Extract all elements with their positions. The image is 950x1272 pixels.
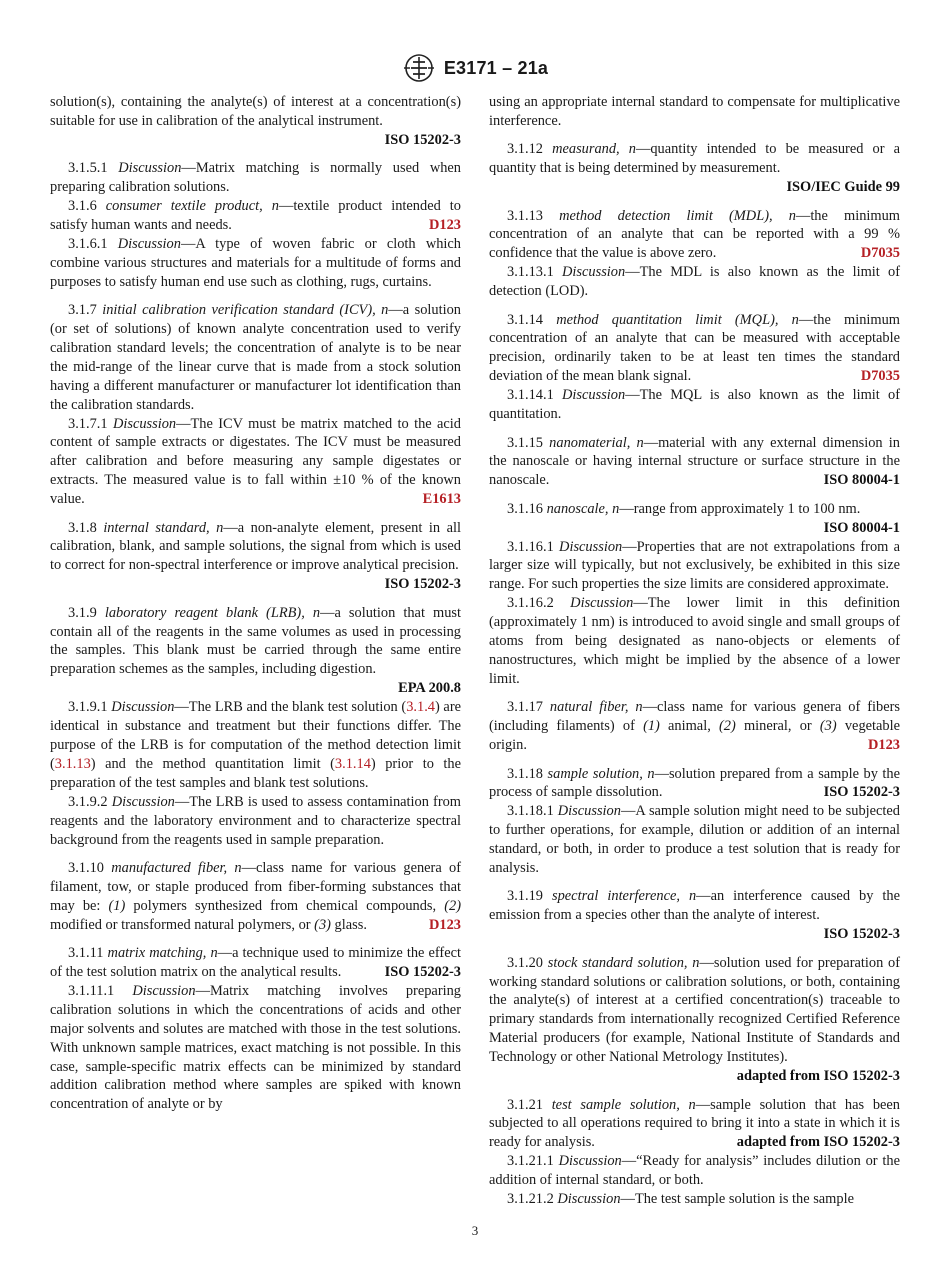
source-reference: adapted from ISO 15202-3 xyxy=(736,1134,900,1151)
italic-term: test sample solution, n xyxy=(551,1096,696,1113)
source-reference: ISO 15202-3 xyxy=(384,131,461,148)
text-run: 3.1.7 xyxy=(68,302,103,319)
text-run: 3.1.19 xyxy=(507,888,552,905)
paragraph xyxy=(489,434,900,491)
text-run: —“Ready for analysis” includes dilution or the addition of internal standard, or both. xyxy=(489,1153,900,1189)
italic-term: consumer textile product, n xyxy=(105,198,279,215)
source-reference[interactable]: D7035 xyxy=(860,245,900,262)
paragraph xyxy=(489,207,900,264)
paragraph xyxy=(50,793,461,850)
text-run: —A sample solution might need to be subjected to further operations, for example, dilution or addition of an internal standard, or both, in order to produce a test solution that is ready for analysis. xyxy=(489,803,900,877)
text-run: —the minimum concentration of an analyte that can be measured with acceptable precision, ordinarily taken to be at least ten times the standard deviation of the mean blank signal. xyxy=(489,311,900,385)
paragraph xyxy=(50,197,461,235)
text-run: polymers synthesized from chemical compounds, xyxy=(125,897,445,914)
page-number: 3 xyxy=(471,1223,479,1238)
text-run: 3.1.13.1 xyxy=(507,264,563,281)
text-run: —range from approximately 1 to 100 nm. xyxy=(619,500,861,517)
paragraph xyxy=(50,944,461,982)
paragraph xyxy=(489,538,900,595)
italic-term: Discussion xyxy=(111,793,175,810)
source-reference: ISO 15202-3 xyxy=(823,926,900,943)
standard-designation: E3171 – 21a xyxy=(443,57,549,78)
paragraph xyxy=(489,698,900,755)
italic-term: method quantitation limit (MQL), n xyxy=(556,311,799,328)
text-run: —a non-analyte element, present in all calibration, blank, and sample solutions, the signal from which is used to correct for non-spectral interference or improve analytical precision. xyxy=(50,519,461,574)
paragraph xyxy=(50,859,461,935)
text-run: —solution used for preparation of working standard solutions or calibration solutions, or both, containing the analyte(s) of interest at a certified concentration(s) traceable to primary standards from internationally recognized Certified Reference Material producers (for example, National Institute of Standards and Technology or other National Metrology Institutes). xyxy=(489,954,901,1066)
italic-term: (2) xyxy=(718,718,736,735)
text-run: —The test sample solution is the sample xyxy=(620,1191,854,1208)
text-run: 3.1.18.1 xyxy=(507,803,558,820)
source-reference[interactable]: D7035 xyxy=(860,368,900,385)
italic-term: (1) xyxy=(108,897,126,914)
text-run: 3.1.21.1 xyxy=(507,1153,559,1170)
text-run: 3.1.17 xyxy=(507,699,550,716)
italic-term: Discussion xyxy=(111,699,175,716)
paragraph xyxy=(489,500,900,538)
text-run: —quantity intended to be measured or a quantity that is being determined by measurement. xyxy=(489,141,900,177)
italic-term: Discussion xyxy=(132,982,196,999)
paragraph xyxy=(50,93,461,150)
text-run: 3.1.13 xyxy=(507,207,560,224)
text-run: solution(s), containing the analyte(s) of interest at a concentration(s) suitable for use in calibration of the analytical instrument. xyxy=(50,94,461,129)
text-run: 3.1.6.1 xyxy=(68,235,118,252)
text-run: —The MDL is also known as the limit of detection (LOD). xyxy=(489,264,900,300)
paragraph xyxy=(489,765,900,803)
text-run: 3.1.18 xyxy=(507,765,548,782)
text-run: —solution prepared from a sample by the process of sample dissolution. xyxy=(489,765,901,801)
italic-term: (3) xyxy=(314,916,331,933)
text-run: 3.1.21 xyxy=(507,1096,552,1113)
text-run: —The lower limit in this definition (approximately 1 nm) is introduced to avoid single and small groups of atoms from being designated as nano-objects or elements of nanostructures, which might be implied by the absence of a lower limit. xyxy=(489,595,900,687)
italic-term: method detection limit (MDL), n xyxy=(559,207,796,224)
italic-term: matrix matching, n xyxy=(107,945,218,962)
text-run: 3.1.11 xyxy=(68,945,108,962)
italic-term: (2) xyxy=(444,897,461,914)
text-run: —The LRB and the blank test solution ( xyxy=(174,699,407,716)
paragraph xyxy=(50,982,461,1114)
text-run: —The ICV must be matrix matched to the acid content of sample extracts or digestates. The ICV must be measured after calibration and before measuring any sample digestates or extracts. The measured value is to fall within ±10 % of the known value. xyxy=(50,415,461,508)
page-header xyxy=(0,52,950,84)
italic-term: laboratory reagent blank (LRB), n xyxy=(104,604,321,621)
paragraph xyxy=(489,594,900,689)
text-run: —A type of woven fabric or cloth which combine various structures and materials for a multitude of forms and purposes to satisfy human end use such as clothing, rugs, curtains. xyxy=(50,235,461,290)
text-run: using an appropriate internal standard to compensate for multiplicative interference. xyxy=(489,94,900,129)
paragraph xyxy=(489,1190,900,1209)
cross-reference-link[interactable]: 3.1.13 xyxy=(54,755,91,772)
italic-term: Discussion xyxy=(559,538,623,555)
italic-term: internal standard, n xyxy=(103,519,224,536)
left-column xyxy=(50,93,461,1114)
text-run: —material with any external dimension in the nanoscale or having internal structure or surface structure in the nanoscale. xyxy=(489,434,901,489)
text-run: 3.1.16 xyxy=(507,500,547,517)
text-run: —Matrix matching is normally used when preparing calibration solutions. xyxy=(50,160,461,196)
text-run: —the minimum concentration of an analyte that can be reported with a 99 % confidence that the value is above zero. xyxy=(489,207,900,262)
italic-term: nanoscale, n xyxy=(546,500,620,517)
text-run: animal, xyxy=(659,718,719,735)
italic-term: Discussion xyxy=(557,1191,621,1208)
text-run: 3.1.16.2 xyxy=(507,595,571,612)
paragraph xyxy=(50,519,461,595)
source-reference: ISO 15202-3 xyxy=(384,963,461,980)
italic-term: Discussion xyxy=(558,1153,622,1170)
text-run: 3.1.15 xyxy=(507,434,550,451)
paragraph xyxy=(489,386,900,424)
text-run: 3.1.6 xyxy=(68,198,106,215)
paragraph xyxy=(489,140,900,197)
italic-term: stock standard solution, n xyxy=(547,954,700,971)
paragraph xyxy=(489,93,900,131)
text-run: 3.1.9.2 xyxy=(68,793,112,810)
text-run: —a solution that must contain all of the reagents in the same volumes as used in processing the samples. This blank must be carried through the same entire preparation schemes as the samples, including digestion. xyxy=(50,604,461,678)
text-run: vegetable origin. xyxy=(489,718,900,754)
italic-term: manufactured fiber, n xyxy=(111,859,242,876)
text-run: 3.1.14.1 xyxy=(507,387,563,404)
italic-term: Discussion xyxy=(562,387,626,404)
source-reference: EPA 200.8 xyxy=(398,680,461,697)
italic-term: nanomaterial, n xyxy=(549,434,644,451)
text-run: 3.1.12 xyxy=(507,141,553,158)
italic-term: Discussion xyxy=(112,415,177,432)
paragraph xyxy=(50,698,461,793)
source-reference[interactable]: D123 xyxy=(429,216,461,233)
source-reference: ISO 15202-3 xyxy=(823,784,900,801)
text-run: 3.1.11.1 xyxy=(68,982,133,999)
text-run: —sample solution that has been subjected to all operations required to bring it into a state in which it is ready for analysis. xyxy=(489,1096,900,1151)
source-reference[interactable]: D123 xyxy=(868,737,900,754)
source-reference: ISO 80004-1 xyxy=(823,472,900,489)
text-run: —textile product intended to satisfy human wants and needs. xyxy=(50,198,461,233)
italic-term: Discussion xyxy=(562,264,626,281)
cross-reference-link[interactable]: 3.1.14 xyxy=(334,755,371,772)
paragraph xyxy=(489,1152,900,1190)
text-run: mineral, or xyxy=(735,718,820,735)
text-run: glass. xyxy=(330,916,367,933)
italic-term: (1) xyxy=(643,718,660,735)
paragraph xyxy=(50,159,461,197)
source-reference: adapted from ISO 15202-3 xyxy=(736,1068,900,1085)
text-run: —The LRB is used to assess contamination from reagents and the laboratory environment and to characterize spectral background from the reagents used in sample preparation. xyxy=(50,793,462,848)
paragraph xyxy=(489,311,900,387)
text-run: modified or transformed natural polymers, or xyxy=(50,916,315,933)
right-column xyxy=(489,93,900,1209)
text-run: —class name for various genera of fibers (including filaments) of xyxy=(489,699,900,735)
text-run: —a technique used to minimize the effect of the test solution matrix on the analytical results. xyxy=(50,945,461,980)
italic-term: Discussion xyxy=(570,595,634,612)
paragraph xyxy=(489,802,900,878)
astm-logo-icon xyxy=(402,53,436,83)
text-run: —Matrix matching involves preparing calibration solutions in which the concentrations of acids and other major solvents and solutes are matched with those in the test solutions. With unknown sample matrices, exact matching is not possible. In this case, sample-specific matrix effects can be minimized by standard addition calibration method where samples are spiked with known concentration of analyte or by xyxy=(50,982,461,1113)
paragraph xyxy=(50,301,461,414)
italic-term: natural fiber, n xyxy=(549,699,643,716)
text-run: 3.1.9 xyxy=(68,604,105,621)
text-run: 3.1.21.2 xyxy=(507,1191,558,1208)
text-run: ) are identical in substance and treatment but their functions differ. The purpose of the LRB is for computation of the method detection limit ( xyxy=(50,699,461,772)
text-run: —The MQL is also known as the limit of quantitation. xyxy=(489,387,900,423)
text-run: 3.1.20 xyxy=(507,954,548,971)
italic-term: Discussion xyxy=(118,160,182,177)
paragraph xyxy=(489,263,900,301)
text-run: ) and the method quantitation limit ( xyxy=(90,755,335,772)
text-run: 3.1.16.1 xyxy=(507,538,560,555)
text-run: 3.1.8 xyxy=(68,519,104,536)
italic-term: initial calibration verification standard (ICV), n xyxy=(102,302,389,319)
paragraph xyxy=(489,1096,900,1153)
cross-reference-link[interactable]: 3.1.4 xyxy=(406,699,435,716)
text-run: ) prior to the preparation of the test samples and blank test solutions. xyxy=(50,755,461,791)
text-run: 3.1.5.1 xyxy=(68,160,119,177)
source-reference: ISO/IEC Guide 99 xyxy=(786,179,900,196)
text-run: —an interference caused by the emission from a species other than the analyte of interest. xyxy=(489,888,901,924)
italic-term: sample solution, n xyxy=(547,765,655,782)
text-run: 3.1.10 xyxy=(68,859,112,876)
text-run: 3.1.9.1 xyxy=(68,699,112,716)
paragraph xyxy=(489,954,900,1086)
paragraph xyxy=(489,887,900,944)
paragraph xyxy=(50,604,461,699)
paragraph xyxy=(50,415,461,510)
source-reference: ISO 80004-1 xyxy=(823,519,900,536)
source-reference[interactable]: D123 xyxy=(429,916,461,933)
italic-term: measurand, n xyxy=(552,141,636,158)
text-run: —class name for various genera of filament, tow, or staple produced from fiber-forming substances that may be: xyxy=(50,859,461,914)
paragraph xyxy=(50,235,461,292)
text-run: —Properties that are not extrapolations from a larger size will typically, but not exclusively, be exhibited in this size range. For such properties the size limits are considered approximate. xyxy=(489,538,900,593)
source-reference[interactable]: E1613 xyxy=(422,491,461,508)
text-run: —a solution (or set of solutions) of known analyte concentration used to verify calibration standard levels; the concentration of analyte is to be near the mid-range of the linear curve that is made from a stock solution having a different manufacturer or manufacturer lot identification than the calibration standards. xyxy=(50,302,461,413)
italic-term: Discussion xyxy=(557,803,621,820)
italic-term: Discussion xyxy=(117,235,181,252)
text-run: 3.1.14 xyxy=(507,311,557,328)
source-reference: ISO 15202-3 xyxy=(384,576,461,593)
italic-term: spectral interference, n xyxy=(552,888,697,905)
text-run: 3.1.7.1 xyxy=(68,415,113,432)
italic-term: (3) xyxy=(819,718,837,735)
